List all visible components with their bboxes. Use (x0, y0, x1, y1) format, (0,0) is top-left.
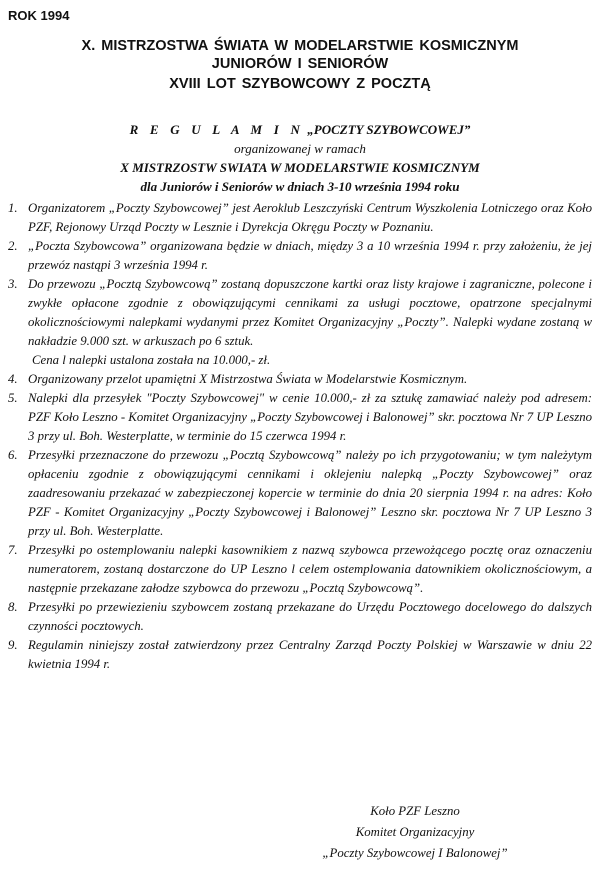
main-heading-line-3: XVIII LOT SZYBOWCOWY Z POCZTĄ (169, 76, 431, 92)
rule-number: 8. (8, 600, 18, 614)
rule-number: 4. (8, 372, 18, 386)
regulamin-subtitle-3: dla Juniorów i Seniorów w dniach 3-10 września 1994 roku (140, 179, 460, 194)
rule-item (8, 636, 592, 674)
regulamin-title (0, 122, 600, 138)
signature-line-2: Komitet Organizacyjny (355, 825, 475, 839)
year-label: ROK 1994 (8, 8, 70, 23)
rule-number: 1. (8, 201, 18, 215)
rule-item (8, 541, 592, 598)
regulamin-subtitle-1: organizowanej w ramach (234, 141, 366, 156)
rule-text (28, 275, 592, 370)
signature-line-1: Koło PZF Leszno (370, 804, 460, 818)
main-heading-line-2: JUNIORÓW I SENIORÓW (211, 56, 389, 72)
rule-text-body: Nalepki dla przesyłek "Poczty Szybowcowej" w cenie 10.000,- zł za sztukę zamawiać należy pod adresem: PZF Koło Leszno - Komitet Organizacyjny „Poczty Szybowcowej i Balonowej” skr. pocztowa Nr 7 UP Leszno 3 przy ul. Boh. Westerplatte, w terminie do 15 czerwca 1994 r. (28, 391, 592, 443)
rule-text (28, 199, 592, 237)
rule-number: 6. (8, 448, 18, 462)
rule-text-body: Przesyłki przeznaczone do przewozu „Pocztą Szybowcową” należy po ich przygotowaniu; w tym należytym opłaceniu zgodnie z obowiązującymi cennikami i oklejeniu nalepką „Poczty Szybowcowej” oraz zaadresowaniu przekazać w zabezpieczonej kopercie w terminie do dnia 20 sierpnia 1994 r. na adres: Koło PZF - Komitet Organizacyjny „Poczty Szybowcowej i Balonowej” Leszno skr. pocztowa Nr 7 UP Leszno 3 przy ul. Boh. Westerplatte. (28, 448, 592, 538)
rule-item (8, 446, 592, 541)
rule-number: 5. (8, 391, 18, 405)
signature-block (0, 801, 600, 864)
rule-text-body: Do przewozu „Pocztą Szybowcową” zostaną dopuszczone kartki oraz listy krajowe i zagraniczne, polecone i zwykłe opłacone zgodnie z obowiązującymi cennikami za usługi pocztowe, opatrzone specjalnymi okolicznościowymi nalepkami wydanymi przez Komitet Organizacyjny „Poczty”. Nalepki wydane zostaną w nakładzie 9.000 szt. w arkuszach po 6 sztuk. (28, 277, 592, 348)
rule-text (28, 370, 592, 389)
rule-text (28, 237, 592, 275)
regulamin-title-rest: „POCZTY SZYBOWCOWEJ” (307, 122, 471, 137)
rule-item (8, 275, 592, 370)
rule-text-body: Regulamin niniejszy został zatwierdzony przez Centralny Zarząd Poczty Polskiej w Warszawie w dniu 22 kwietnia 1994 r. (28, 638, 592, 671)
rule-text (28, 446, 592, 541)
regulamin-title-spaced: R E G U L A M I N (129, 122, 305, 137)
main-heading-line-1: X. MISTRZOSTWA ŚWIATA W MODELARSTWIE KOSMICZNYM (81, 38, 519, 54)
rule-item (8, 598, 592, 636)
rule-text (28, 541, 592, 598)
rule-item (8, 370, 592, 389)
regulamin-subtitle-2: X MISTRZOSTW SWIATA W MODELARSTWIE KOSMICZNYM (120, 160, 480, 175)
rule-item (8, 199, 592, 237)
rule-text-body: Organizowany przelot upamiętni X Mistrzostwa Świata w Modelarstwie Kosmicznym. (28, 372, 468, 386)
rule-number: 9. (8, 638, 18, 652)
rule-text (28, 636, 592, 674)
rule-text-body: „Poczta Szybowcowa” organizowana będzie w dniach, między 3 a 10 września 1994 r. przy założeniu, że jej przewóz nastąpi 3 września 1994 r. (28, 239, 592, 272)
rule-number: 2. (8, 239, 18, 253)
rule-text (28, 598, 592, 636)
rules-list (8, 199, 592, 674)
rule-number: 7. (8, 543, 18, 557)
rule-number: 3. (8, 277, 18, 291)
rule-item (8, 237, 592, 275)
signature-line-3: „Poczty Szybowcowej I Balonowej” (322, 846, 508, 860)
rule-text-body: Przesyłki po przewiezieniu szybowcem zostaną przekazane do Urzędu Pocztowego docelowego do dalszych czynności pocztowych. (28, 600, 592, 633)
rule-text (28, 389, 592, 446)
rule-item (8, 389, 592, 446)
rule-text-body: Przesyłki po ostemplowaniu nalepki kasownikiem z nazwą szybowca przewożącego pocztę oraz oznaczeniu numeratorem, zostaną dostarczone do UP Leszno l celem ostemplowania datownikiem okolicznościowym, a następnie przekazane załodze szybowca do przewozu „Pocztą Szybowcową”. (28, 543, 592, 595)
rule-text-extra: Cena l nalepki ustalona została na 10.000,- zł. (32, 353, 271, 367)
rule-text-body: Organizatorem „Poczty Szybowcowej” jest Aeroklub Leszczyński Centrum Wyszkolenia Lotniczego oraz Koło PZF, Rejonowy Urząd Poczty w Lesznie i Dyrekcja Okręgu Poczty w Poznaniu. (28, 201, 592, 234)
